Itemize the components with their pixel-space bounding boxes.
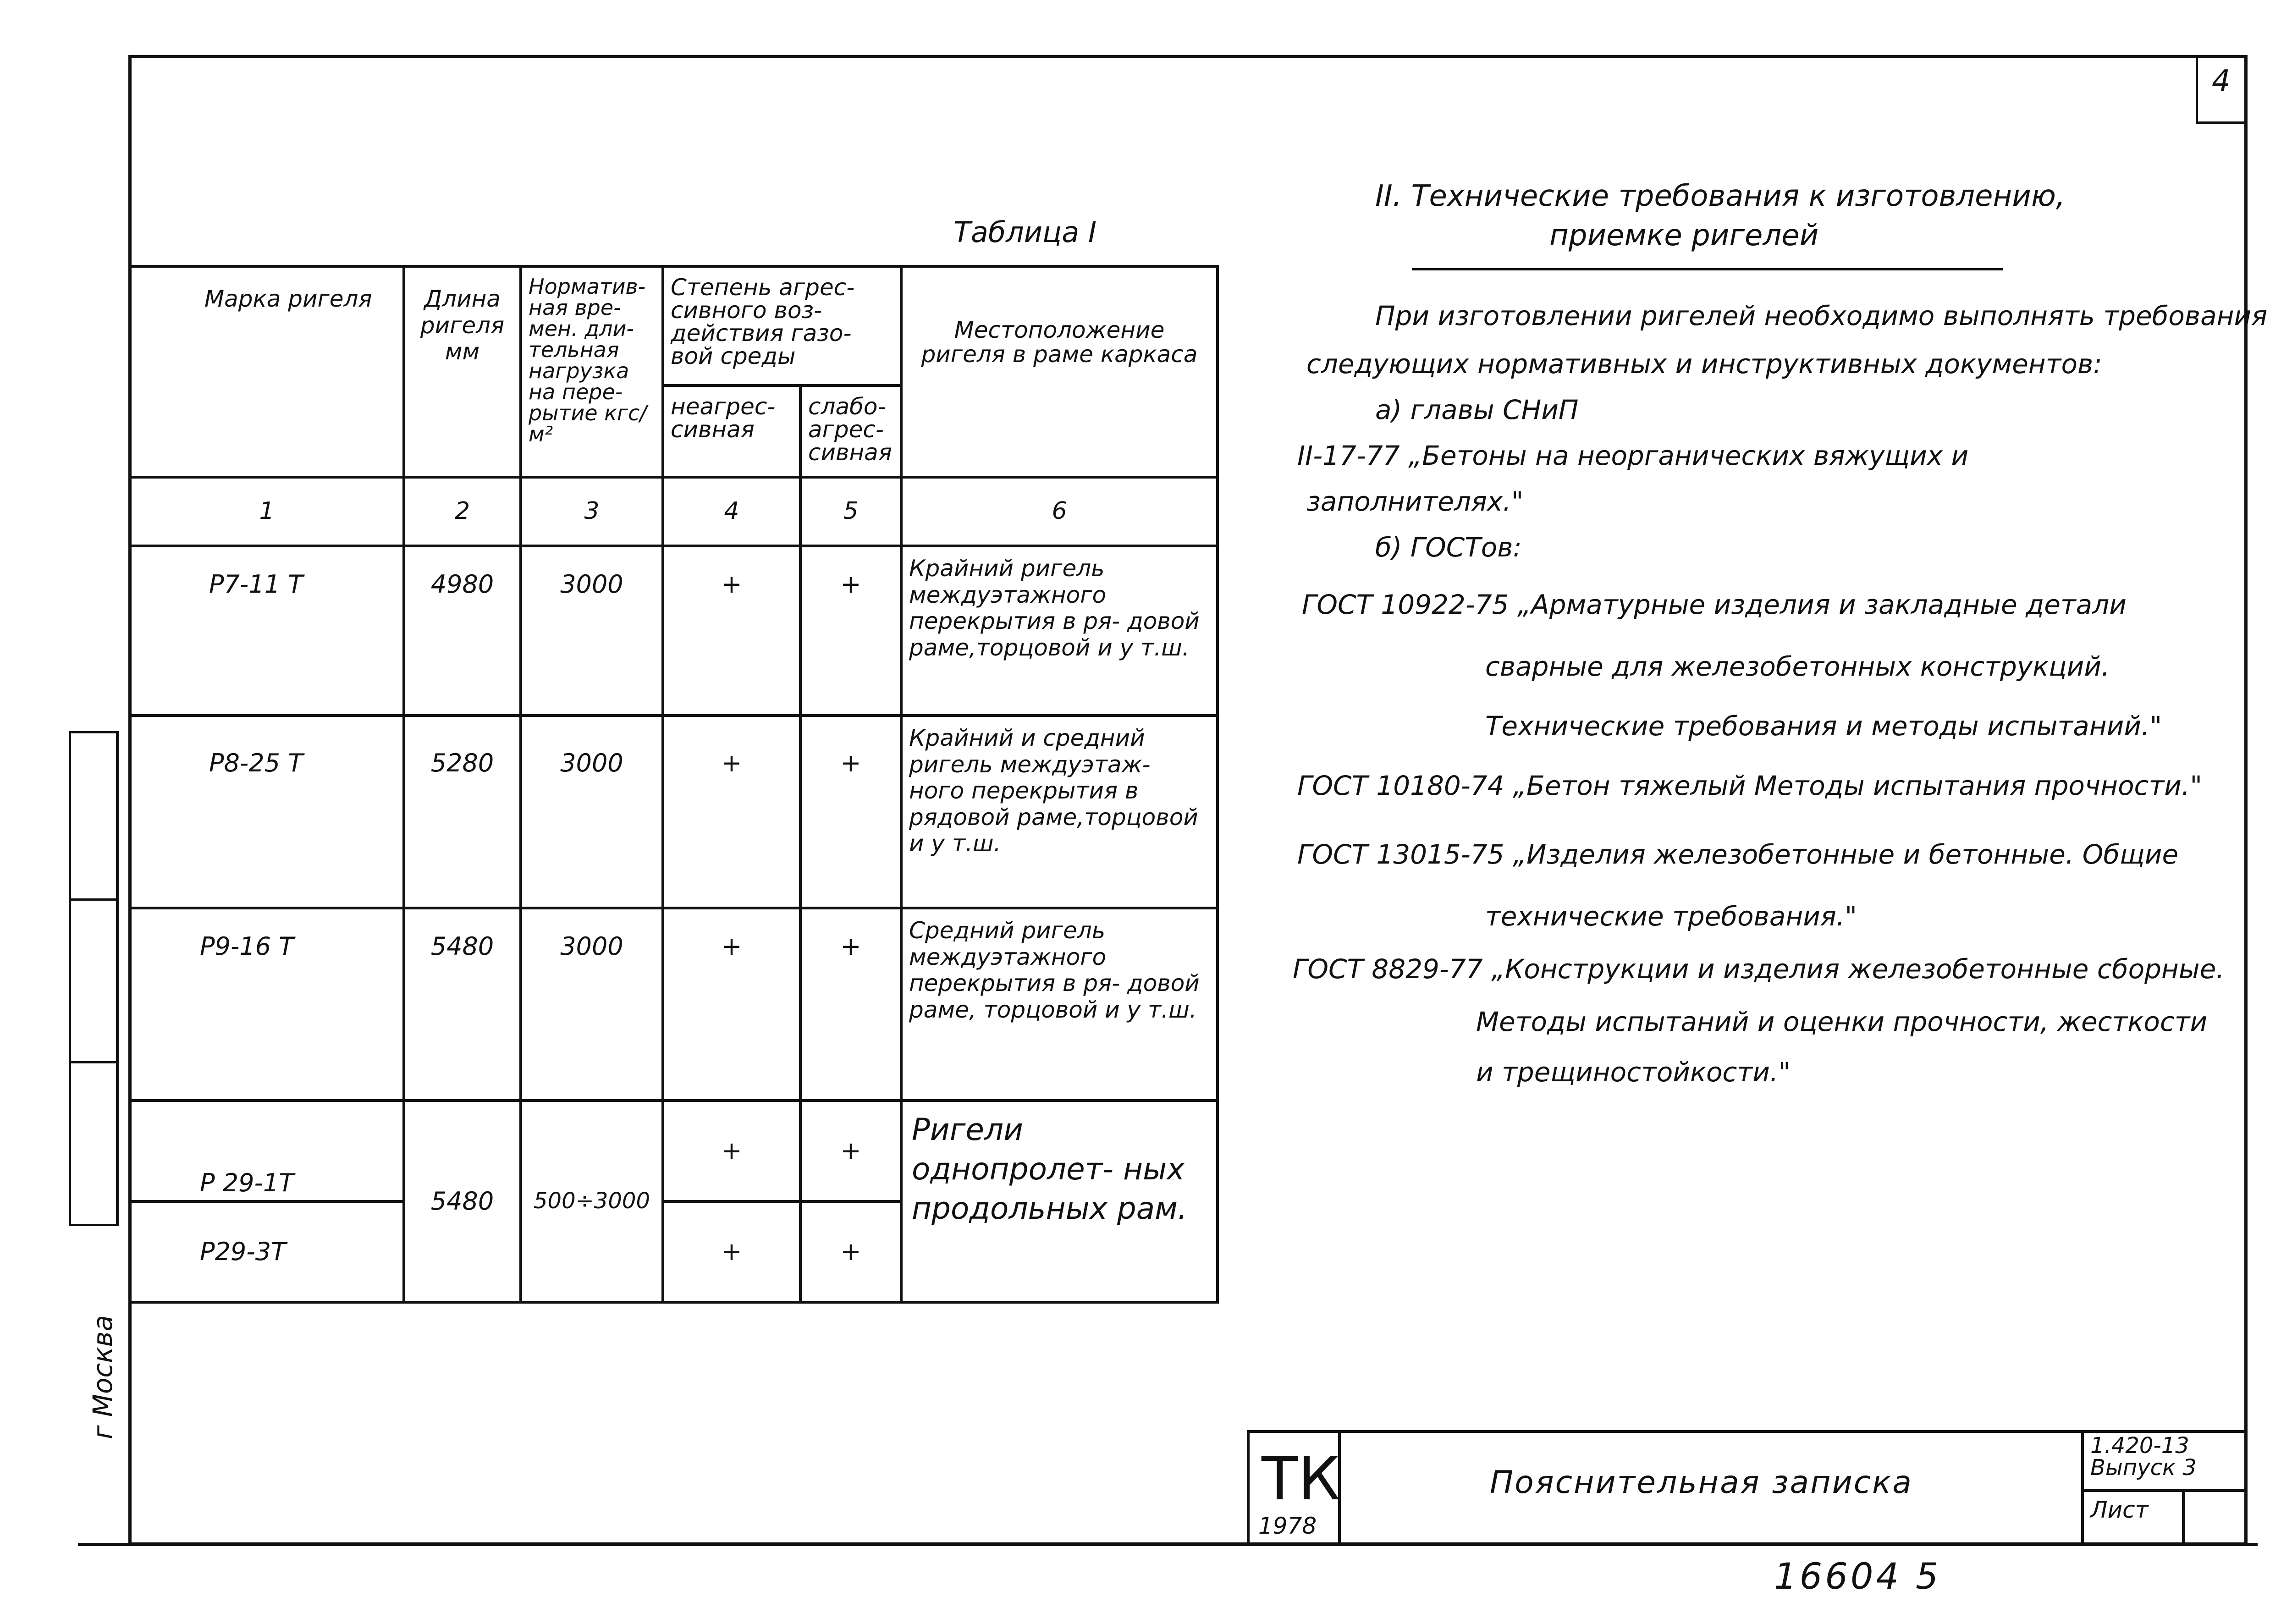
header-aggressiveness: Степень агрес- сивного воз- действия газо- вой среды <box>663 266 901 385</box>
body-text-line: Технические требования и методы испытаний." <box>1485 710 2162 742</box>
cell-load: 3000 <box>521 716 663 908</box>
document-title: Пояснительная записка <box>1490 1464 1913 1501</box>
cell-weak-aggressive: + <box>800 908 901 1101</box>
body-text-line: II-17-77 „Бетоны на неорганических вяжущих и <box>1297 440 1969 471</box>
table-row-group-1 <box>130 1101 1218 1201</box>
body-text-line: ГОСТ 13015-75 „Изделия железобетонные и бетонные. Общие <box>1297 839 2179 870</box>
cell-weak-aggressive: + <box>800 546 901 716</box>
body-text-line: ГОСТ 8829-77 „Конструкции и изделия железобетонные сборные. <box>1293 953 2225 985</box>
cell-location: Ригели однопролет- ных продольных рам. <box>901 1101 1218 1302</box>
cell-load: 3000 <box>521 546 663 716</box>
header-load: Норматив- ная вре- мен. дли- тельная нагрузка на пере- рытие кгс/м² <box>521 266 663 477</box>
cell-weak-aggressive: + <box>800 716 901 908</box>
body-text-line: При изготовлении ригелей необходимо выполнять требования <box>1375 300 2268 331</box>
org-abbreviation: ТК <box>1262 1444 1340 1514</box>
cell-nonaggressive: + <box>663 716 800 908</box>
body-text-line: и трещиностойкости." <box>1476 1057 1791 1088</box>
column-number: 5 <box>800 477 901 546</box>
header-length: Длина ригеля мм <box>404 266 521 477</box>
table-row <box>130 716 1218 908</box>
body-text-line: ГОСТ 10922-75 „Арматурные изделия и закладные детали <box>1302 589 2127 620</box>
section-title <box>1375 176 2065 256</box>
cell-weak-aggressive: + <box>800 1101 901 1201</box>
header-weak-aggressive: слабо- агрес- сивная <box>800 385 901 477</box>
section-title-line-1: II. Технические требования к изготовлению, <box>1375 179 2066 213</box>
body-text-line: заполнителях." <box>1306 486 1524 517</box>
header-location: Местоположение ригеля в раме каркаса <box>901 266 1218 477</box>
section-title-rule <box>1412 268 2003 270</box>
handwritten-archive-number: 16604 5 <box>1774 1556 1941 1597</box>
cell-mark: Р7-11 Т <box>130 546 404 716</box>
cell-length: 5480 <box>404 1101 521 1302</box>
column-number: 4 <box>663 477 800 546</box>
body-text-line: б) ГОСТов: <box>1375 532 1522 563</box>
cell-location: Крайний и средний ригель междуэтаж- ного перекрытия в рядовой раме,торцовой и у т.ш. <box>901 716 1218 908</box>
cell-mark: Р29-3Т <box>130 1201 404 1302</box>
riegel-table <box>128 265 1219 1304</box>
cell-length: 5280 <box>404 716 521 908</box>
cell-length: 5480 <box>404 908 521 1101</box>
header-nonaggressive: неагрес- сивная <box>663 385 800 477</box>
page-number: 4 <box>2212 64 2231 98</box>
cell-location: Средний ригель междуэтажного перекрытия в ря- довой раме, торцовой и у т.ш. <box>901 908 1218 1101</box>
side-stamp-box-2 <box>69 898 119 1063</box>
section-title-line-2: приемке ригелей <box>1549 219 1819 253</box>
cell-length: 4980 <box>404 546 521 716</box>
city-label: г Москва <box>87 1315 118 1439</box>
header-mark: Марка ригеля <box>130 266 404 477</box>
series-code-line-2: Выпуск 3 <box>2090 1455 2197 1481</box>
page-number-box <box>2196 55 2248 124</box>
body-text-line: ГОСТ 10180-74 „Бетон тяжелый Методы испытания прочности." <box>1297 770 2203 801</box>
cell-nonaggressive: + <box>663 1201 800 1302</box>
cell-location: Крайний ригель междуэтажного перекрытия в ря- довой раме,торцовой и у т.ш. <box>901 546 1218 716</box>
sheet-label: Лист <box>2090 1497 2149 1523</box>
cell-mark: Р9-16 Т <box>130 908 404 1101</box>
side-stamp-box-1 <box>69 731 119 901</box>
series-code <box>2090 1435 2197 1479</box>
title-block-sheet-number-cell <box>2182 1489 2248 1546</box>
side-stamp-box-3 <box>69 1061 119 1226</box>
cell-nonaggressive: + <box>663 546 800 716</box>
body-text-line: следующих нормативных и инструктивных документов: <box>1306 348 2102 380</box>
column-number: 3 <box>521 477 663 546</box>
cell-nonaggressive: + <box>663 908 800 1101</box>
table-caption: Таблица I <box>953 215 1097 249</box>
column-number: 2 <box>404 477 521 546</box>
cell-mark: Р8-25 Т <box>130 716 404 908</box>
cell-load: 3000 <box>521 908 663 1101</box>
column-number-row <box>130 477 1218 546</box>
cell-mark: Р 29-1Т <box>130 1101 404 1201</box>
table-header-row <box>130 266 1218 385</box>
body-text-line: а) главы СНиП <box>1375 394 1579 425</box>
body-text-line: технические требования." <box>1485 901 1857 932</box>
series-code-line-1: 1.420-13 <box>2090 1433 2189 1459</box>
org-year: 1978 <box>1258 1513 1317 1539</box>
cell-nonaggressive: + <box>663 1101 800 1201</box>
cell-weak-aggressive: + <box>800 1201 901 1302</box>
table-row <box>130 546 1218 716</box>
column-number: 6 <box>901 477 1218 546</box>
body-text-line: Методы испытаний и оценки прочности, жесткости <box>1476 1006 2208 1037</box>
body-text-line: сварные для железобетонных конструкций. <box>1485 651 2110 682</box>
cell-load: 500÷3000 <box>521 1101 663 1302</box>
column-number: 1 <box>130 477 404 546</box>
table-row <box>130 908 1218 1101</box>
